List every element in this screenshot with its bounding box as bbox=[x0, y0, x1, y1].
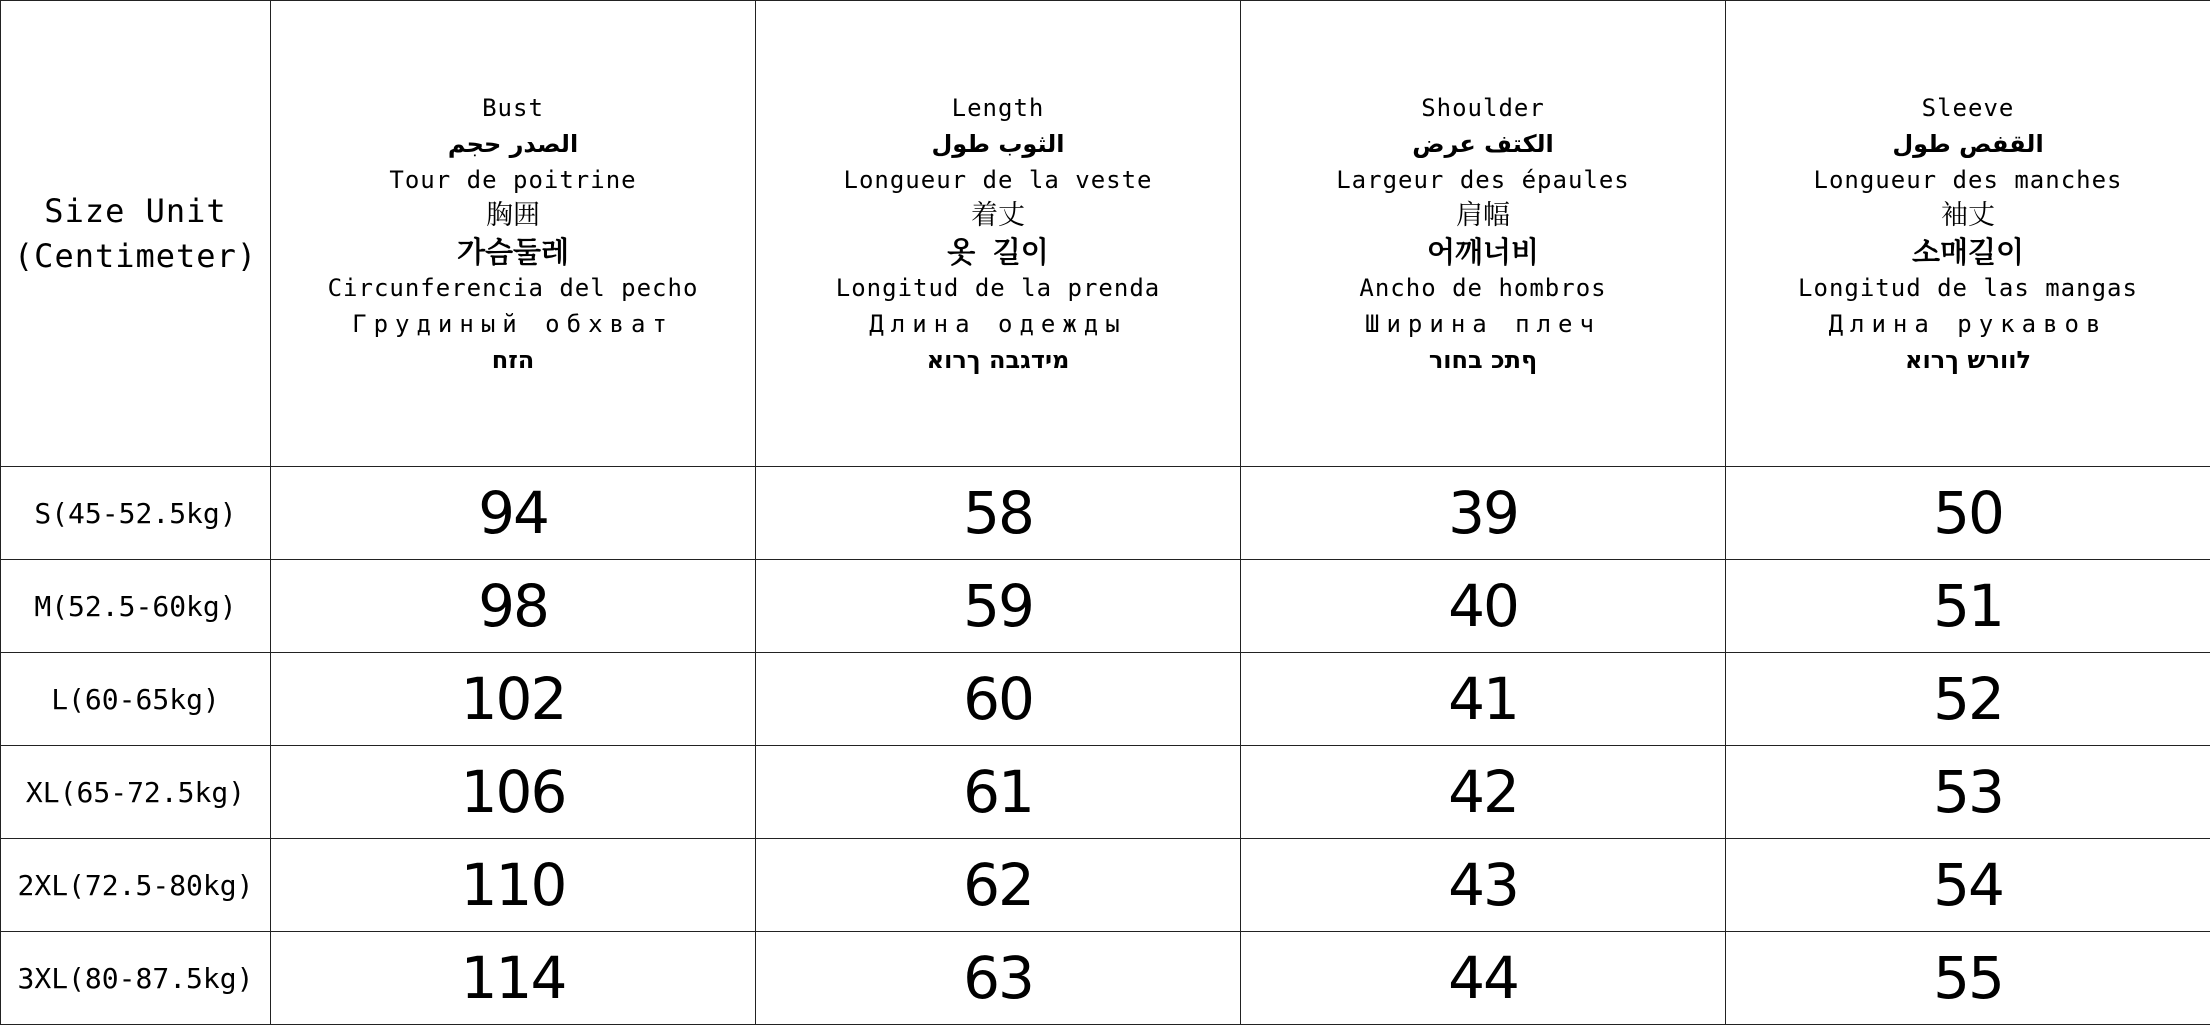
header-label-fr: Largeur des épaules bbox=[1336, 165, 1630, 194]
header-label-es: Longitud de las mangas bbox=[1798, 273, 2138, 302]
header-label-ar: الثوب طول bbox=[931, 129, 1065, 158]
sleeve-value: 51 bbox=[1726, 560, 2210, 653]
bust-value: 106 bbox=[271, 746, 756, 839]
header-label-ko: 어깨너비 bbox=[1426, 234, 1540, 269]
bust-value: 102 bbox=[271, 653, 756, 746]
length-value: 62 bbox=[756, 839, 1241, 932]
sleeve-value: 52 bbox=[1726, 653, 2210, 746]
header-label-ja: 袖丈 bbox=[1941, 199, 1995, 231]
header-label-en: Bust bbox=[482, 93, 544, 122]
header-label-he: מידגבה ךרוא bbox=[926, 345, 1070, 374]
header-label-he: ףתכ בחור bbox=[1428, 345, 1538, 374]
column-header-length bbox=[756, 1, 1241, 467]
sleeve-value: 54 bbox=[1726, 839, 2210, 932]
header-label-en: Length bbox=[951, 93, 1045, 122]
size-label: L(60-65kg) bbox=[1, 653, 271, 746]
column-header-sleeve bbox=[1726, 1, 2210, 467]
table-row bbox=[1, 746, 2210, 839]
shoulder-value: 39 bbox=[1241, 467, 1726, 560]
length-value: 59 bbox=[756, 560, 1241, 653]
size-label: XL(65-72.5kg) bbox=[1, 746, 271, 839]
header-label-ru: Ширина плеч bbox=[1365, 309, 1601, 338]
header-label-fr: Longueur de la veste bbox=[843, 165, 1153, 194]
header-label-ja: 着丈 bbox=[971, 199, 1025, 231]
column-header-shoulder bbox=[1241, 1, 1726, 467]
shoulder-value: 44 bbox=[1241, 932, 1726, 1025]
header-label-ar: الصدر حجم bbox=[447, 129, 579, 158]
header-label-es: Ancho de hombros bbox=[1359, 273, 1607, 302]
length-value: 60 bbox=[756, 653, 1241, 746]
length-value: 63 bbox=[756, 932, 1241, 1025]
table-row bbox=[1, 932, 2210, 1025]
column-header-bust bbox=[271, 1, 756, 467]
size-unit-header bbox=[1, 1, 271, 467]
header-label-ru: Длина рукавов bbox=[1828, 309, 2108, 338]
size-label: 2XL(72.5-80kg) bbox=[1, 839, 271, 932]
header-label-ar: الكتف عرض bbox=[1412, 129, 1554, 158]
sleeve-value: 55 bbox=[1726, 932, 2210, 1025]
header-label-ja: 肩幅 bbox=[1456, 199, 1510, 231]
header-label-ja: 胸囲 bbox=[486, 199, 540, 231]
table-row bbox=[1, 653, 2210, 746]
header-label-en: Sleeve bbox=[1921, 93, 2015, 122]
header-label-ko: 옷 길이 bbox=[947, 234, 1049, 269]
header-label-he: לוורש ךרוא bbox=[1904, 345, 2032, 374]
table-row bbox=[1, 560, 2210, 653]
header-label-es: Circunferencia del pecho bbox=[327, 273, 699, 302]
shoulder-value: 41 bbox=[1241, 653, 1726, 746]
header-row bbox=[1, 1, 2210, 467]
length-value: 58 bbox=[756, 467, 1241, 560]
header-label-ko: 소매길이 bbox=[1911, 234, 2025, 269]
header-label-he: הזח bbox=[491, 345, 535, 374]
length-value: 61 bbox=[756, 746, 1241, 839]
shoulder-value: 43 bbox=[1241, 839, 1726, 932]
unit-label: (Centimeter) bbox=[13, 236, 258, 275]
bust-value: 114 bbox=[271, 932, 756, 1025]
header-label-es: Longitud de la prenda bbox=[835, 273, 1161, 302]
bust-value: 110 bbox=[271, 839, 756, 932]
size-label: 3XL(80-87.5kg) bbox=[1, 932, 271, 1025]
header-label-en: Shoulder bbox=[1421, 93, 1545, 122]
header-label-fr: Tour de poitrine bbox=[389, 165, 637, 194]
size-label: M(52.5-60kg) bbox=[1, 560, 271, 653]
shoulder-value: 40 bbox=[1241, 560, 1726, 653]
sleeve-value: 53 bbox=[1726, 746, 2210, 839]
size-label: S(45-52.5kg) bbox=[1, 467, 271, 560]
size-unit-label: Size Unit bbox=[44, 191, 227, 230]
shoulder-value: 42 bbox=[1241, 746, 1726, 839]
header-label-ko: 가슴둘레 bbox=[456, 234, 570, 269]
header-label-ru: Грудиный обхват bbox=[352, 309, 674, 338]
bust-value: 98 bbox=[271, 560, 756, 653]
table-row bbox=[1, 467, 2210, 560]
sleeve-value: 50 bbox=[1726, 467, 2210, 560]
header-label-ar: القفص طول bbox=[1892, 129, 2044, 158]
header-label-ru: Длина одежды bbox=[869, 309, 1127, 338]
table-row bbox=[1, 839, 2210, 932]
header-label-fr: Longueur des manches bbox=[1813, 165, 2123, 194]
bust-value: 94 bbox=[271, 467, 756, 560]
